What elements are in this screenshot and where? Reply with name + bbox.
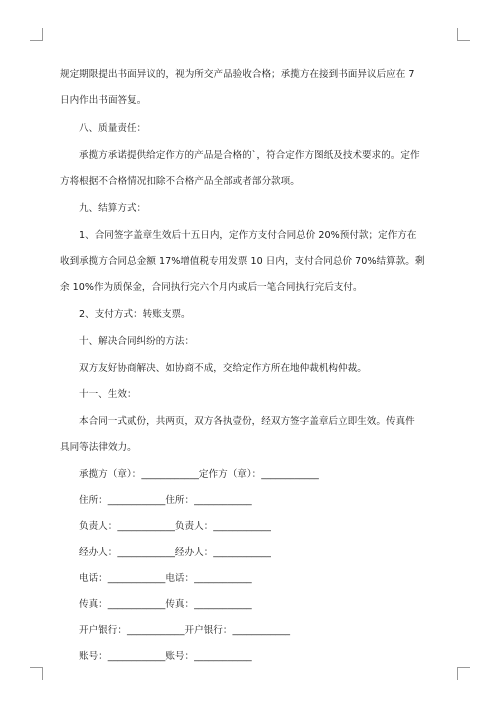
signature-row-party: 承揽方（章）：____________定作方（章）：____________	[79, 469, 319, 480]
signature-row-account: 账号：____________账号：____________	[79, 651, 252, 662]
crop-mark-bottom-right	[457, 667, 470, 680]
crop-mark-top-right	[457, 28, 470, 41]
paragraph-line: 规定期限提出书面异议的，视为所交产品验收合格；承揽方在接到书面异议后应在 7	[60, 69, 415, 80]
signature-row-address: 住所：____________住所：____________	[79, 495, 252, 506]
signature-row-bank: 开户银行：____________开户银行：____________	[79, 625, 291, 636]
signature-row-handler: 经办人：____________经办人：____________	[79, 547, 271, 558]
section-heading-effect: 十一、生效：	[79, 389, 137, 400]
section-heading-settlement: 九、结算方式：	[79, 203, 147, 214]
section-heading-quality: 八、质量责任：	[79, 123, 147, 134]
paragraph-line: 本合同一式贰份，共两页，双方各执壹份，经双方签字盖章后立即生效。传真件	[79, 416, 415, 427]
paragraph-line: 方将根据不合格情况扣除不合格产品全部或者部分款项。	[60, 176, 300, 187]
paragraph-line: 日内作出书面答复。	[60, 95, 147, 106]
signature-row-principal: 负责人：____________负责人：____________	[79, 521, 271, 532]
paragraph-line: 收到承揽方合同总金额 17%增值税专用发票 10 日内，支付合同总价 70%结算款。剩	[60, 256, 425, 267]
crop-mark-top-left	[30, 28, 43, 41]
paragraph-line: 余 10%作为质保金，合同执行完六个月内或后一笔合同执行完后支付。	[60, 282, 363, 293]
paragraph-line: 具同等法律效力。	[60, 442, 137, 453]
paragraph-line: 承揽方承诺提供给定作方的产品是合格的`，符合定作方图纸及技术要求的。定作	[79, 150, 420, 161]
paragraph-line: 2、支付方式：转账支票。	[79, 309, 191, 320]
paragraph-line: 双方友好协商解决、如协商不成，交给定作方所在地仲裁机构仲裁。	[79, 363, 367, 374]
paragraph-line: 1、合同签字盖章生效后十五日内，定作方支付合同总价 20%预付款；定作方在	[79, 230, 417, 241]
crop-mark-bottom-left	[30, 667, 43, 680]
signature-row-fax: 传真：____________传真：____________	[79, 599, 252, 610]
section-heading-disputes: 十、解决合同纠纷的方法：	[79, 336, 195, 347]
signature-row-phone: 电话：____________电话：____________	[79, 573, 252, 584]
